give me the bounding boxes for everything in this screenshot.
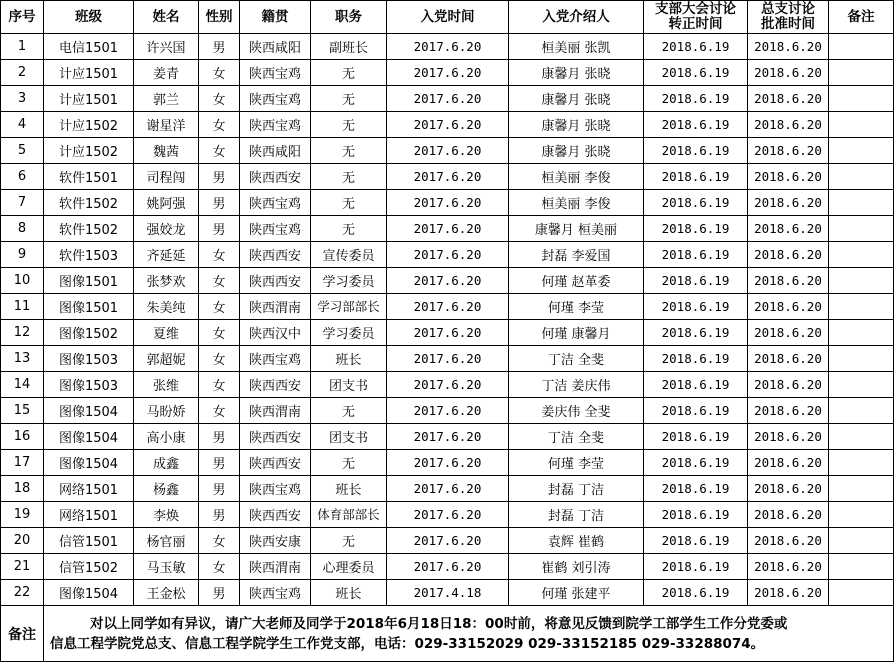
cell-position: 班长	[311, 580, 387, 606]
cell-position: 无	[311, 450, 387, 476]
cell-introducers: 桓美丽 张凯	[509, 34, 644, 60]
cell-origin: 陕西宝鸡	[240, 216, 311, 242]
cell-gender: 男	[199, 34, 240, 60]
table-row	[1, 528, 894, 554]
header-branch-meeting	[644, 1, 748, 34]
cell-position: 无	[311, 112, 387, 138]
cell-general-date: 2018.6.20	[748, 528, 829, 554]
cell-name: 朱美纯	[134, 294, 199, 320]
cell-position: 班长	[311, 476, 387, 502]
header-introducers: 入党介绍人	[509, 1, 644, 34]
cell-general-date: 2018.6.20	[748, 502, 829, 528]
cell-class: 图像1503	[44, 372, 134, 398]
cell-seq: 18	[1, 476, 44, 502]
table-row	[1, 34, 894, 60]
cell-origin: 陕西咸阳	[240, 34, 311, 60]
cell-origin: 陕西西安	[240, 450, 311, 476]
cell-name: 许兴国	[134, 34, 199, 60]
cell-class: 软件1502	[44, 190, 134, 216]
cell-introducers: 康馨月 张晓	[509, 60, 644, 86]
cell-gender: 男	[199, 216, 240, 242]
cell-introducers: 封磊 丁洁	[509, 502, 644, 528]
cell-gender: 女	[199, 60, 240, 86]
cell-gender: 女	[199, 554, 240, 580]
cell-gender: 男	[199, 164, 240, 190]
cell-position: 无	[311, 60, 387, 86]
cell-join-date: 2017.6.20	[387, 502, 509, 528]
cell-branch-date: 2018.6.19	[644, 346, 748, 372]
cell-remarks	[829, 476, 894, 502]
cell-remarks	[829, 346, 894, 372]
cell-origin: 陕西宝鸡	[240, 346, 311, 372]
cell-remarks	[829, 320, 894, 346]
cell-branch-date: 2018.6.19	[644, 112, 748, 138]
cell-branch-date: 2018.6.19	[644, 320, 748, 346]
footer-note	[44, 606, 894, 662]
cell-join-date: 2017.6.20	[387, 528, 509, 554]
cell-name: 高小康	[134, 424, 199, 450]
cell-seq: 10	[1, 268, 44, 294]
table-row	[1, 164, 894, 190]
cell-general-date: 2018.6.20	[748, 138, 829, 164]
cell-introducers: 何瑾 张建平	[509, 580, 644, 606]
cell-position: 体育部部长	[311, 502, 387, 528]
cell-remarks	[829, 528, 894, 554]
cell-branch-date: 2018.6.19	[644, 502, 748, 528]
header-row	[1, 1, 894, 34]
cell-gender: 男	[199, 424, 240, 450]
cell-general-date: 2018.6.20	[748, 398, 829, 424]
cell-branch-date: 2018.6.19	[644, 242, 748, 268]
cell-class: 图像1501	[44, 268, 134, 294]
cell-origin: 陕西渭南	[240, 294, 311, 320]
cell-join-date: 2017.6.20	[387, 164, 509, 190]
cell-branch-date: 2018.6.19	[644, 216, 748, 242]
cell-origin: 陕西渭南	[240, 554, 311, 580]
cell-class: 计应1502	[44, 138, 134, 164]
cell-class: 图像1503	[44, 346, 134, 372]
cell-general-date: 2018.6.20	[748, 372, 829, 398]
cell-class: 计应1501	[44, 60, 134, 86]
cell-origin: 陕西西安	[240, 242, 311, 268]
cell-name: 司程闯	[134, 164, 199, 190]
cell-name: 姚阿强	[134, 190, 199, 216]
cell-origin: 陕西汉中	[240, 320, 311, 346]
cell-remarks	[829, 398, 894, 424]
cell-position: 无	[311, 216, 387, 242]
cell-branch-date: 2018.6.19	[644, 476, 748, 502]
cell-name: 马盼娇	[134, 398, 199, 424]
cell-branch-date: 2018.6.19	[644, 60, 748, 86]
cell-origin: 陕西渭南	[240, 398, 311, 424]
cell-gender: 女	[199, 346, 240, 372]
footer-note-line2: 信息工程学院党总支、信息工程学院学生工作党支部，电话：029-33152029 029-33152185 029-33288074。	[50, 635, 765, 652]
cell-remarks	[829, 190, 894, 216]
header-join-date: 入党时间	[387, 1, 509, 34]
cell-position: 团支书	[311, 372, 387, 398]
header-remarks: 备注	[829, 1, 894, 34]
cell-join-date: 2017.6.20	[387, 450, 509, 476]
cell-gender: 女	[199, 320, 240, 346]
header-branch-line2: 转正时间	[668, 16, 723, 32]
cell-gender: 女	[199, 138, 240, 164]
cell-remarks	[829, 580, 894, 606]
cell-remarks	[829, 372, 894, 398]
cell-remarks	[829, 554, 894, 580]
cell-name: 杨官丽	[134, 528, 199, 554]
table-row	[1, 138, 894, 164]
table-row	[1, 112, 894, 138]
cell-gender: 女	[199, 528, 240, 554]
cell-join-date: 2017.6.20	[387, 268, 509, 294]
footer-note-line1-text: 对以上同学如有异议，请广大老师及同学于2018年6月18日18：00时前，将意见反馈到院学工部学生工作分党委或	[90, 615, 788, 632]
cell-seq: 4	[1, 112, 44, 138]
cell-general-date: 2018.6.20	[748, 112, 829, 138]
cell-seq: 19	[1, 502, 44, 528]
cell-name: 马玉敏	[134, 554, 199, 580]
cell-general-date: 2018.6.20	[748, 476, 829, 502]
cell-general-date: 2018.6.20	[748, 268, 829, 294]
header-general-line2: 批准时间	[761, 16, 815, 32]
cell-class: 图像1504	[44, 450, 134, 476]
cell-join-date: 2017.6.20	[387, 138, 509, 164]
cell-remarks	[829, 268, 894, 294]
cell-class: 电信1501	[44, 34, 134, 60]
header-position: 职务	[311, 1, 387, 34]
cell-join-date: 2017.6.20	[387, 112, 509, 138]
cell-position: 无	[311, 138, 387, 164]
cell-gender: 女	[199, 294, 240, 320]
cell-introducers: 封磊 李爱国	[509, 242, 644, 268]
cell-remarks	[829, 86, 894, 112]
cell-gender: 男	[199, 450, 240, 476]
cell-general-date: 2018.6.20	[748, 242, 829, 268]
cell-class: 图像1504	[44, 398, 134, 424]
cell-introducers: 丁洁 姜庆伟	[509, 372, 644, 398]
cell-name: 张维	[134, 372, 199, 398]
cell-class: 软件1503	[44, 242, 134, 268]
cell-join-date: 2017.6.20	[387, 216, 509, 242]
cell-name: 王金松	[134, 580, 199, 606]
cell-seq: 2	[1, 60, 44, 86]
cell-introducers: 何瑾 赵革委	[509, 268, 644, 294]
cell-position: 宣传委员	[311, 242, 387, 268]
cell-branch-date: 2018.6.19	[644, 424, 748, 450]
cell-general-date: 2018.6.20	[748, 320, 829, 346]
cell-remarks	[829, 242, 894, 268]
cell-introducers: 何瑾 李莹	[509, 450, 644, 476]
cell-join-date: 2017.6.20	[387, 346, 509, 372]
cell-origin: 陕西宝鸡	[240, 112, 311, 138]
cell-branch-date: 2018.6.19	[644, 580, 748, 606]
table-row	[1, 216, 894, 242]
cell-origin: 陕西宝鸡	[240, 60, 311, 86]
cell-branch-date: 2018.6.19	[644, 398, 748, 424]
cell-name: 齐延延	[134, 242, 199, 268]
cell-position: 副班长	[311, 34, 387, 60]
table-row	[1, 346, 894, 372]
cell-position: 学习委员	[311, 268, 387, 294]
cell-general-date: 2018.6.20	[748, 424, 829, 450]
table-row	[1, 268, 894, 294]
cell-join-date: 2017.6.20	[387, 190, 509, 216]
cell-origin: 陕西宝鸡	[240, 190, 311, 216]
header-class: 班级	[44, 1, 134, 34]
cell-branch-date: 2018.6.19	[644, 164, 748, 190]
cell-seq: 11	[1, 294, 44, 320]
cell-introducers: 桓美丽 李俊	[509, 190, 644, 216]
cell-class: 信管1501	[44, 528, 134, 554]
cell-class: 图像1504	[44, 580, 134, 606]
cell-gender: 男	[199, 580, 240, 606]
cell-gender: 女	[199, 242, 240, 268]
cell-join-date: 2017.6.20	[387, 424, 509, 450]
cell-class: 图像1504	[44, 424, 134, 450]
cell-introducers: 康馨月 张晓	[509, 138, 644, 164]
cell-seq: 1	[1, 34, 44, 60]
table-row	[1, 294, 894, 320]
cell-general-date: 2018.6.20	[748, 34, 829, 60]
cell-introducers: 丁洁 全斐	[509, 346, 644, 372]
cell-seq: 14	[1, 372, 44, 398]
cell-join-date: 2017.6.20	[387, 554, 509, 580]
cell-position: 学习部部长	[311, 294, 387, 320]
cell-name: 成鑫	[134, 450, 199, 476]
cell-name: 强姣龙	[134, 216, 199, 242]
table-body	[1, 34, 894, 606]
header-general-branch	[748, 1, 829, 34]
cell-class: 网络1501	[44, 502, 134, 528]
cell-general-date: 2018.6.20	[748, 554, 829, 580]
cell-seq: 21	[1, 554, 44, 580]
cell-seq: 7	[1, 190, 44, 216]
table-row	[1, 502, 894, 528]
cell-class: 图像1502	[44, 320, 134, 346]
cell-join-date: 2017.6.20	[387, 294, 509, 320]
cell-remarks	[829, 294, 894, 320]
cell-join-date: 2017.4.18	[387, 580, 509, 606]
cell-seq: 9	[1, 242, 44, 268]
cell-branch-date: 2018.6.19	[644, 268, 748, 294]
cell-name: 杨鑫	[134, 476, 199, 502]
cell-general-date: 2018.6.20	[748, 580, 829, 606]
cell-remarks	[829, 164, 894, 190]
header-seq: 序号	[1, 1, 44, 34]
cell-remarks	[829, 216, 894, 242]
cell-general-date: 2018.6.20	[748, 190, 829, 216]
cell-join-date: 2017.6.20	[387, 242, 509, 268]
cell-class: 图像1501	[44, 294, 134, 320]
cell-origin: 陕西西安	[240, 372, 311, 398]
cell-position: 无	[311, 398, 387, 424]
cell-class: 信管1502	[44, 554, 134, 580]
cell-seq: 6	[1, 164, 44, 190]
footer-note-line1	[50, 614, 889, 634]
cell-remarks	[829, 424, 894, 450]
table-row	[1, 242, 894, 268]
cell-origin: 陕西西安	[240, 502, 311, 528]
cell-seq: 15	[1, 398, 44, 424]
cell-seq: 3	[1, 86, 44, 112]
footer-row	[1, 606, 894, 662]
cell-name: 李焕	[134, 502, 199, 528]
cell-seq: 17	[1, 450, 44, 476]
table-row	[1, 320, 894, 346]
cell-introducers: 桓美丽 李俊	[509, 164, 644, 190]
cell-gender: 男	[199, 190, 240, 216]
cell-introducers: 崔鹤 刘引涛	[509, 554, 644, 580]
cell-branch-date: 2018.6.19	[644, 138, 748, 164]
cell-class: 软件1502	[44, 216, 134, 242]
cell-branch-date: 2018.6.19	[644, 86, 748, 112]
cell-join-date: 2017.6.20	[387, 372, 509, 398]
cell-join-date: 2017.6.20	[387, 86, 509, 112]
cell-origin: 陕西西安	[240, 164, 311, 190]
cell-position: 无	[311, 164, 387, 190]
cell-remarks	[829, 112, 894, 138]
cell-gender: 女	[199, 268, 240, 294]
cell-position: 团支书	[311, 424, 387, 450]
header-origin: 籍贯	[240, 1, 311, 34]
cell-general-date: 2018.6.20	[748, 216, 829, 242]
cell-remarks	[829, 502, 894, 528]
cell-general-date: 2018.6.20	[748, 164, 829, 190]
table-row	[1, 580, 894, 606]
cell-seq: 13	[1, 346, 44, 372]
cell-name: 夏维	[134, 320, 199, 346]
cell-join-date: 2017.6.20	[387, 34, 509, 60]
cell-introducers: 康馨月 张晓	[509, 112, 644, 138]
cell-name: 郭兰	[134, 86, 199, 112]
cell-introducers: 何瑾 李莹	[509, 294, 644, 320]
cell-position: 学习委员	[311, 320, 387, 346]
cell-position: 无	[311, 86, 387, 112]
cell-position: 心理委员	[311, 554, 387, 580]
cell-general-date: 2018.6.20	[748, 60, 829, 86]
cell-origin: 陕西西安	[240, 268, 311, 294]
table-row	[1, 424, 894, 450]
cell-position: 无	[311, 528, 387, 554]
cell-name: 姜青	[134, 60, 199, 86]
footer-label: 备注	[1, 606, 44, 662]
cell-branch-date: 2018.6.19	[644, 450, 748, 476]
cell-gender: 女	[199, 372, 240, 398]
header-general-line1: 总支讨论	[761, 1, 815, 17]
cell-class: 计应1502	[44, 112, 134, 138]
cell-join-date: 2017.6.20	[387, 476, 509, 502]
table-row	[1, 60, 894, 86]
cell-introducers: 袁辉 崔鹤	[509, 528, 644, 554]
cell-branch-date: 2018.6.19	[644, 190, 748, 216]
cell-join-date: 2017.6.20	[387, 398, 509, 424]
cell-branch-date: 2018.6.19	[644, 372, 748, 398]
cell-introducers: 丁洁 全斐	[509, 424, 644, 450]
cell-origin: 陕西咸阳	[240, 138, 311, 164]
cell-name: 魏茜	[134, 138, 199, 164]
table-row	[1, 476, 894, 502]
cell-seq: 22	[1, 580, 44, 606]
header-name: 姓名	[134, 1, 199, 34]
cell-branch-date: 2018.6.19	[644, 294, 748, 320]
cell-origin: 陕西宝鸡	[240, 86, 311, 112]
cell-remarks	[829, 450, 894, 476]
cell-class: 软件1501	[44, 164, 134, 190]
cell-seq: 16	[1, 424, 44, 450]
table-row	[1, 554, 894, 580]
cell-general-date: 2018.6.20	[748, 86, 829, 112]
cell-origin: 陕西宝鸡	[240, 476, 311, 502]
cell-general-date: 2018.6.20	[748, 346, 829, 372]
cell-gender: 女	[199, 86, 240, 112]
cell-class: 网络1501	[44, 476, 134, 502]
cell-seq: 8	[1, 216, 44, 242]
cell-gender: 女	[199, 112, 240, 138]
cell-remarks	[829, 60, 894, 86]
cell-name: 谢星洋	[134, 112, 199, 138]
cell-introducers: 康馨月 张晓	[509, 86, 644, 112]
cell-name: 郭超妮	[134, 346, 199, 372]
cell-general-date: 2018.6.20	[748, 294, 829, 320]
table-row	[1, 86, 894, 112]
cell-branch-date: 2018.6.19	[644, 34, 748, 60]
cell-origin: 陕西宝鸡	[240, 580, 311, 606]
cell-remarks	[829, 34, 894, 60]
cell-gender: 男	[199, 476, 240, 502]
cell-branch-date: 2018.6.19	[644, 528, 748, 554]
cell-position: 无	[311, 190, 387, 216]
cell-gender: 女	[199, 398, 240, 424]
cell-join-date: 2017.6.20	[387, 60, 509, 86]
table-row	[1, 372, 894, 398]
cell-branch-date: 2018.6.19	[644, 554, 748, 580]
table-row	[1, 450, 894, 476]
cell-remarks	[829, 138, 894, 164]
header-gender: 性别	[199, 1, 240, 34]
cell-join-date: 2017.6.20	[387, 320, 509, 346]
header-branch-line1: 支部大会讨论	[655, 1, 736, 17]
table-row	[1, 190, 894, 216]
cell-seq: 12	[1, 320, 44, 346]
cell-seq: 5	[1, 138, 44, 164]
cell-introducers: 姜庆伟 全斐	[509, 398, 644, 424]
cell-introducers: 康馨月 桓美丽	[509, 216, 644, 242]
cell-introducers: 封磊 丁洁	[509, 476, 644, 502]
cell-origin: 陕西安康	[240, 528, 311, 554]
cell-general-date: 2018.6.20	[748, 450, 829, 476]
table-row	[1, 398, 894, 424]
cell-seq: 20	[1, 528, 44, 554]
cell-name: 张梦欢	[134, 268, 199, 294]
cell-position: 班长	[311, 346, 387, 372]
cell-origin: 陕西西安	[240, 424, 311, 450]
cell-introducers: 何瑾 康馨月	[509, 320, 644, 346]
cell-class: 计应1501	[44, 86, 134, 112]
cell-gender: 男	[199, 502, 240, 528]
